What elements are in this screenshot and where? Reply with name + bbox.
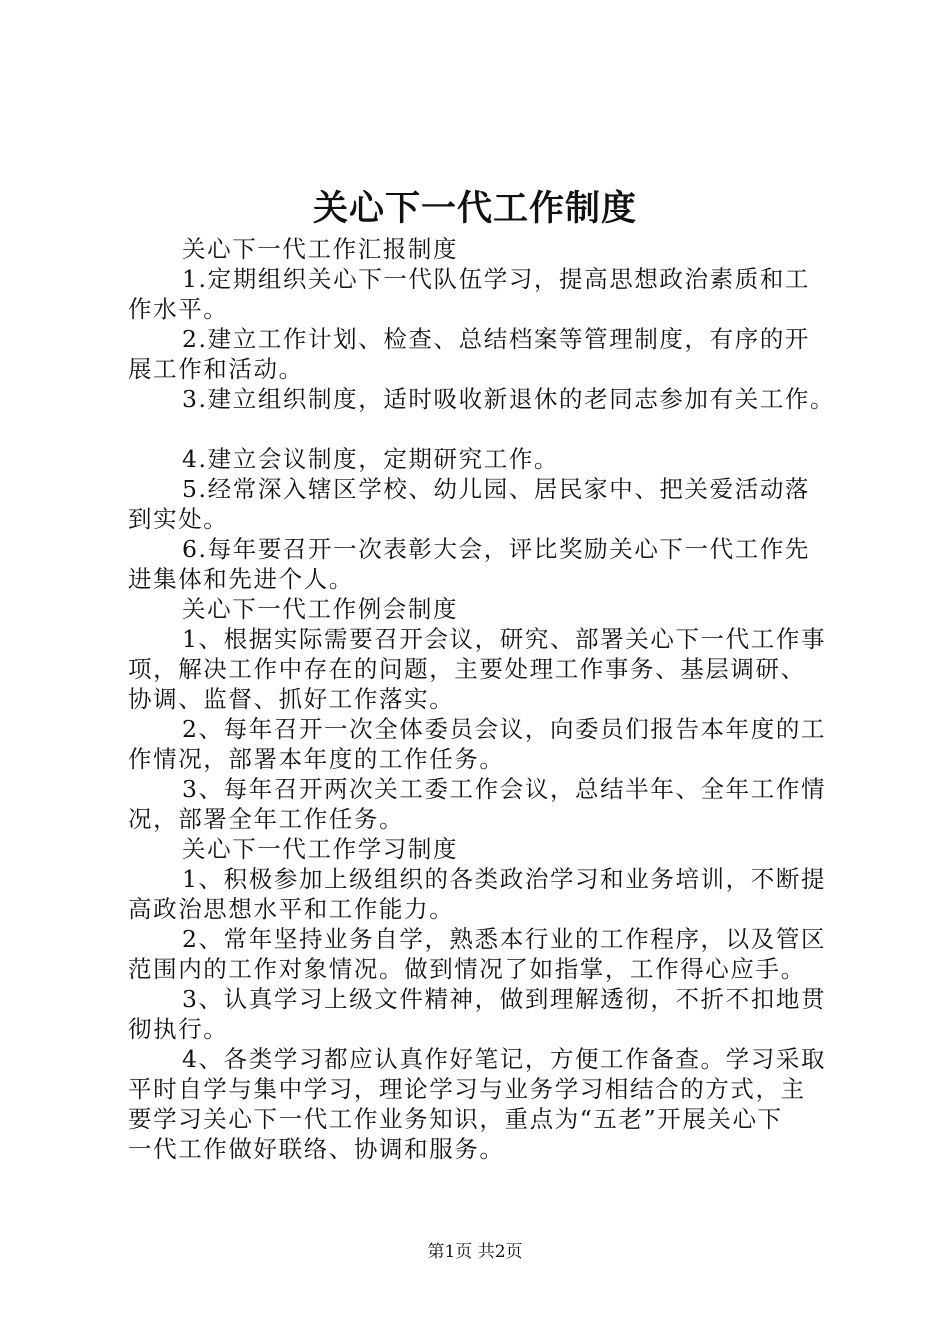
section-heading-report: 关心下一代工作汇报制度 (182, 235, 459, 263)
paragraph-line: 6.每年要召开一次表彰大会，评比奖励关心下一代工作先 (182, 535, 811, 563)
paragraph-line: 到实处。 (128, 505, 229, 533)
document-body (128, 234, 836, 1164)
page-number: 第1页 共2页 (427, 1242, 523, 1262)
paragraph-line: 范围内的工作对象情况。做到情况了如指掌，工作得心应手。 (128, 955, 806, 983)
paragraph-line: 高政治思想水平和工作能力。 (128, 895, 455, 923)
paragraph-line: 一代工作做好联络、协调和服务。 (128, 1135, 505, 1163)
paragraph-line: 况，部署全年工作任务。 (128, 805, 405, 833)
section-heading-meeting: 关心下一代工作例会制度 (182, 595, 459, 623)
paragraph-line: 协调、监督、抓好工作落实。 (128, 685, 455, 713)
paragraph-line: 1、根据实际需要召开会议，研究、部署关心下一代工作事 (182, 625, 827, 653)
paragraph-line: 1、积极参加上级组织的各类政治学习和业务培训，不断提 (182, 865, 827, 893)
paragraph-line: 4、各类学习都应认真作好笔记，方便工作备查。学习采取 (182, 1045, 827, 1073)
document-title: 关心下一代工作制度 (312, 188, 637, 229)
paragraph-line: 作水平。 (128, 295, 229, 323)
paragraph-spacer (128, 414, 832, 444)
paragraph-line: 2、每年召开一次全体委员会议，向委员们报告本年度的工 (182, 715, 827, 743)
paragraph-line: 3、认真学习上级文件精神，做到理解透彻，不折不扣地贯 (182, 985, 827, 1013)
paragraph-line: 3.建立组织制度，适时吸收新退休的老同志参加有关工作。 (182, 385, 836, 413)
paragraph-line: 彻执行。 (128, 1015, 229, 1043)
paragraph-line: 2.建立工作计划、检查、总结档案等管理制度，有序的开 (182, 325, 811, 353)
paragraph-line: 1.定期组织关心下一代队伍学习，提高思想政治素质和工 (182, 265, 811, 293)
paragraph-line: 5.经常深入辖区学校、幼儿园、居民家中、把关爱活动落 (182, 475, 811, 503)
section-heading-study: 关心下一代工作学习制度 (182, 835, 459, 863)
paragraph-line: 作情况，部署本年度的工作任务。 (128, 745, 505, 773)
paragraph-line: 4.建立会议制度，定期研究工作。 (182, 445, 560, 473)
paragraph-line: 要学习关心下一代工作业务知识，重点为“五老”开展关心下 (128, 1105, 783, 1133)
paragraph-line: 项，解决工作中存在的问题，主要处理工作事务、基层调研、 (128, 655, 806, 683)
paragraph-line: 进集体和先进个人。 (128, 565, 354, 593)
paragraph-line: 2、常年坚持业务自学，熟悉本行业的工作程序，以及管区 (182, 925, 827, 953)
paragraph-line: 3、每年召开两次关工委工作会议，总结半年、全年工作情 (182, 775, 827, 803)
paragraph-line: 展工作和活动。 (128, 355, 304, 383)
paragraph-line: 平时自学与集中学习，理论学习与业务学习相结合的方式，主 (128, 1075, 806, 1103)
